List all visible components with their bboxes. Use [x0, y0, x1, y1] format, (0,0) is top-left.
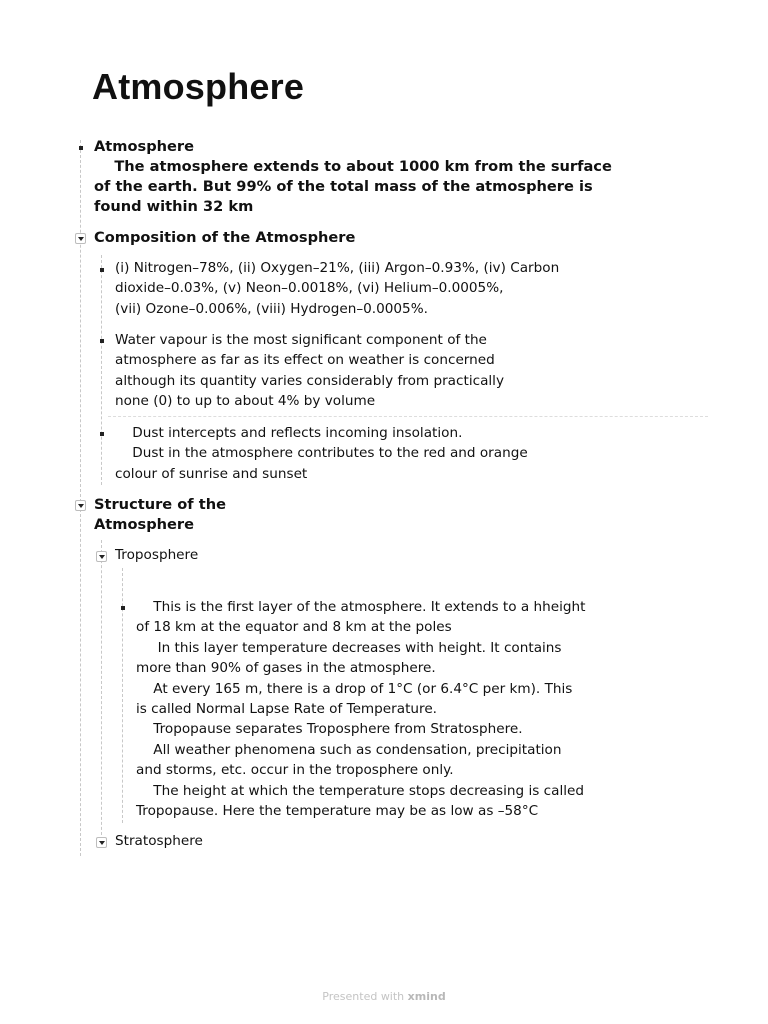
node-troposphere-details[interactable] — [136, 597, 586, 821]
text-line: All weather phenomena such as condensation, precipitation — [136, 741, 562, 758]
node-composition-gases[interactable] — [115, 258, 559, 319]
outline-separator — [108, 416, 708, 417]
collapse-toggle-icon[interactable] — [75, 500, 86, 511]
text-line: Tropopause. Here the temperature may be as low as –58°C — [136, 803, 539, 820]
text-line: found within 32 km — [94, 198, 254, 215]
page-title: Atmosphere — [92, 66, 305, 107]
text-line: (vii) Ozone–0.006%, (viii) Hydrogen–0.0005%. — [115, 300, 428, 317]
outline-connector-composition — [101, 255, 102, 485]
node-composition-heading[interactable]: Composition of the Atmosphere — [94, 229, 356, 246]
text-line: This is the first layer of the atmosphere. It extends to a hheight — [136, 599, 586, 615]
collapse-toggle-icon[interactable] — [96, 551, 107, 562]
square-bullet-icon — [79, 146, 83, 150]
text-line: At every 165 m, there is a drop of 1°C (or 6.4°C per km). This — [136, 680, 573, 697]
square-bullet-icon — [100, 268, 104, 272]
text-line: Dust intercepts and reflects incoming insolation. — [115, 425, 463, 441]
square-bullet-icon — [100, 432, 104, 436]
text-line: The atmosphere extends to about 1000 km from the surface — [94, 158, 612, 175]
node-structure-heading[interactable] — [94, 495, 226, 535]
text-line: In this layer temperature decreases with height. It contains — [136, 639, 562, 656]
text-line: of the earth. But 99% of the total mass of the atmosphere is — [94, 178, 593, 195]
text-line: dioxide–0.03%, (v) Neon–0.0018%, (vi) Helium–0.0005%, — [115, 280, 504, 297]
node-troposphere[interactable]: Troposphere — [115, 547, 199, 563]
text-line: The height at which the temperature stops decreasing is called — [136, 782, 585, 799]
outline-connector-root — [80, 140, 81, 856]
text-line: of 18 km at the equator and 8 km at the poles — [136, 619, 452, 636]
text-line: although its quantity varies considerably from practically — [115, 372, 504, 389]
text-line: Tropopause separates Troposphere from Stratosphere. — [136, 721, 523, 738]
text-line: Atmosphere — [94, 516, 195, 533]
node-stratosphere[interactable]: Stratosphere — [115, 833, 203, 849]
node-atmosphere-body — [94, 157, 612, 217]
square-bullet-icon — [121, 606, 125, 610]
square-bullet-icon — [100, 339, 104, 343]
text-line: Dust in the atmosphere contributes to the red and orange — [115, 445, 528, 462]
node-atmosphere-heading[interactable]: Atmosphere — [94, 138, 195, 155]
footer-prefix: Presented with — [322, 990, 408, 1003]
text-line: and storms, etc. occur in the troposphere only. — [136, 762, 454, 779]
text-line: more than 90% of gases in the atmosphere. — [136, 660, 436, 677]
footer-credit — [0, 990, 768, 1003]
collapse-toggle-icon[interactable] — [75, 233, 86, 244]
collapse-toggle-icon[interactable] — [96, 837, 107, 848]
text-line: none (0) to up to about 4% by volume — [115, 393, 376, 410]
node-composition-dust[interactable] — [115, 423, 528, 484]
text-line: Water vapour is the most significant component of the — [115, 332, 487, 348]
node-composition-water-vapour[interactable] — [115, 330, 504, 412]
text-line: atmosphere as far as its effect on weather is concerned — [115, 352, 495, 369]
xmind-logo: xmind — [407, 990, 446, 1003]
outline-connector-structure — [101, 540, 102, 840]
text-line: is called Normal Lapse Rate of Temperature. — [136, 701, 437, 718]
text-line: Structure of the — [94, 496, 226, 513]
text-line: colour of sunrise and sunset — [115, 465, 308, 482]
text-line: (i) Nitrogen–78%, (ii) Oxygen–21%, (iii) Argon–0.93%, (iv) Carbon — [115, 260, 560, 276]
